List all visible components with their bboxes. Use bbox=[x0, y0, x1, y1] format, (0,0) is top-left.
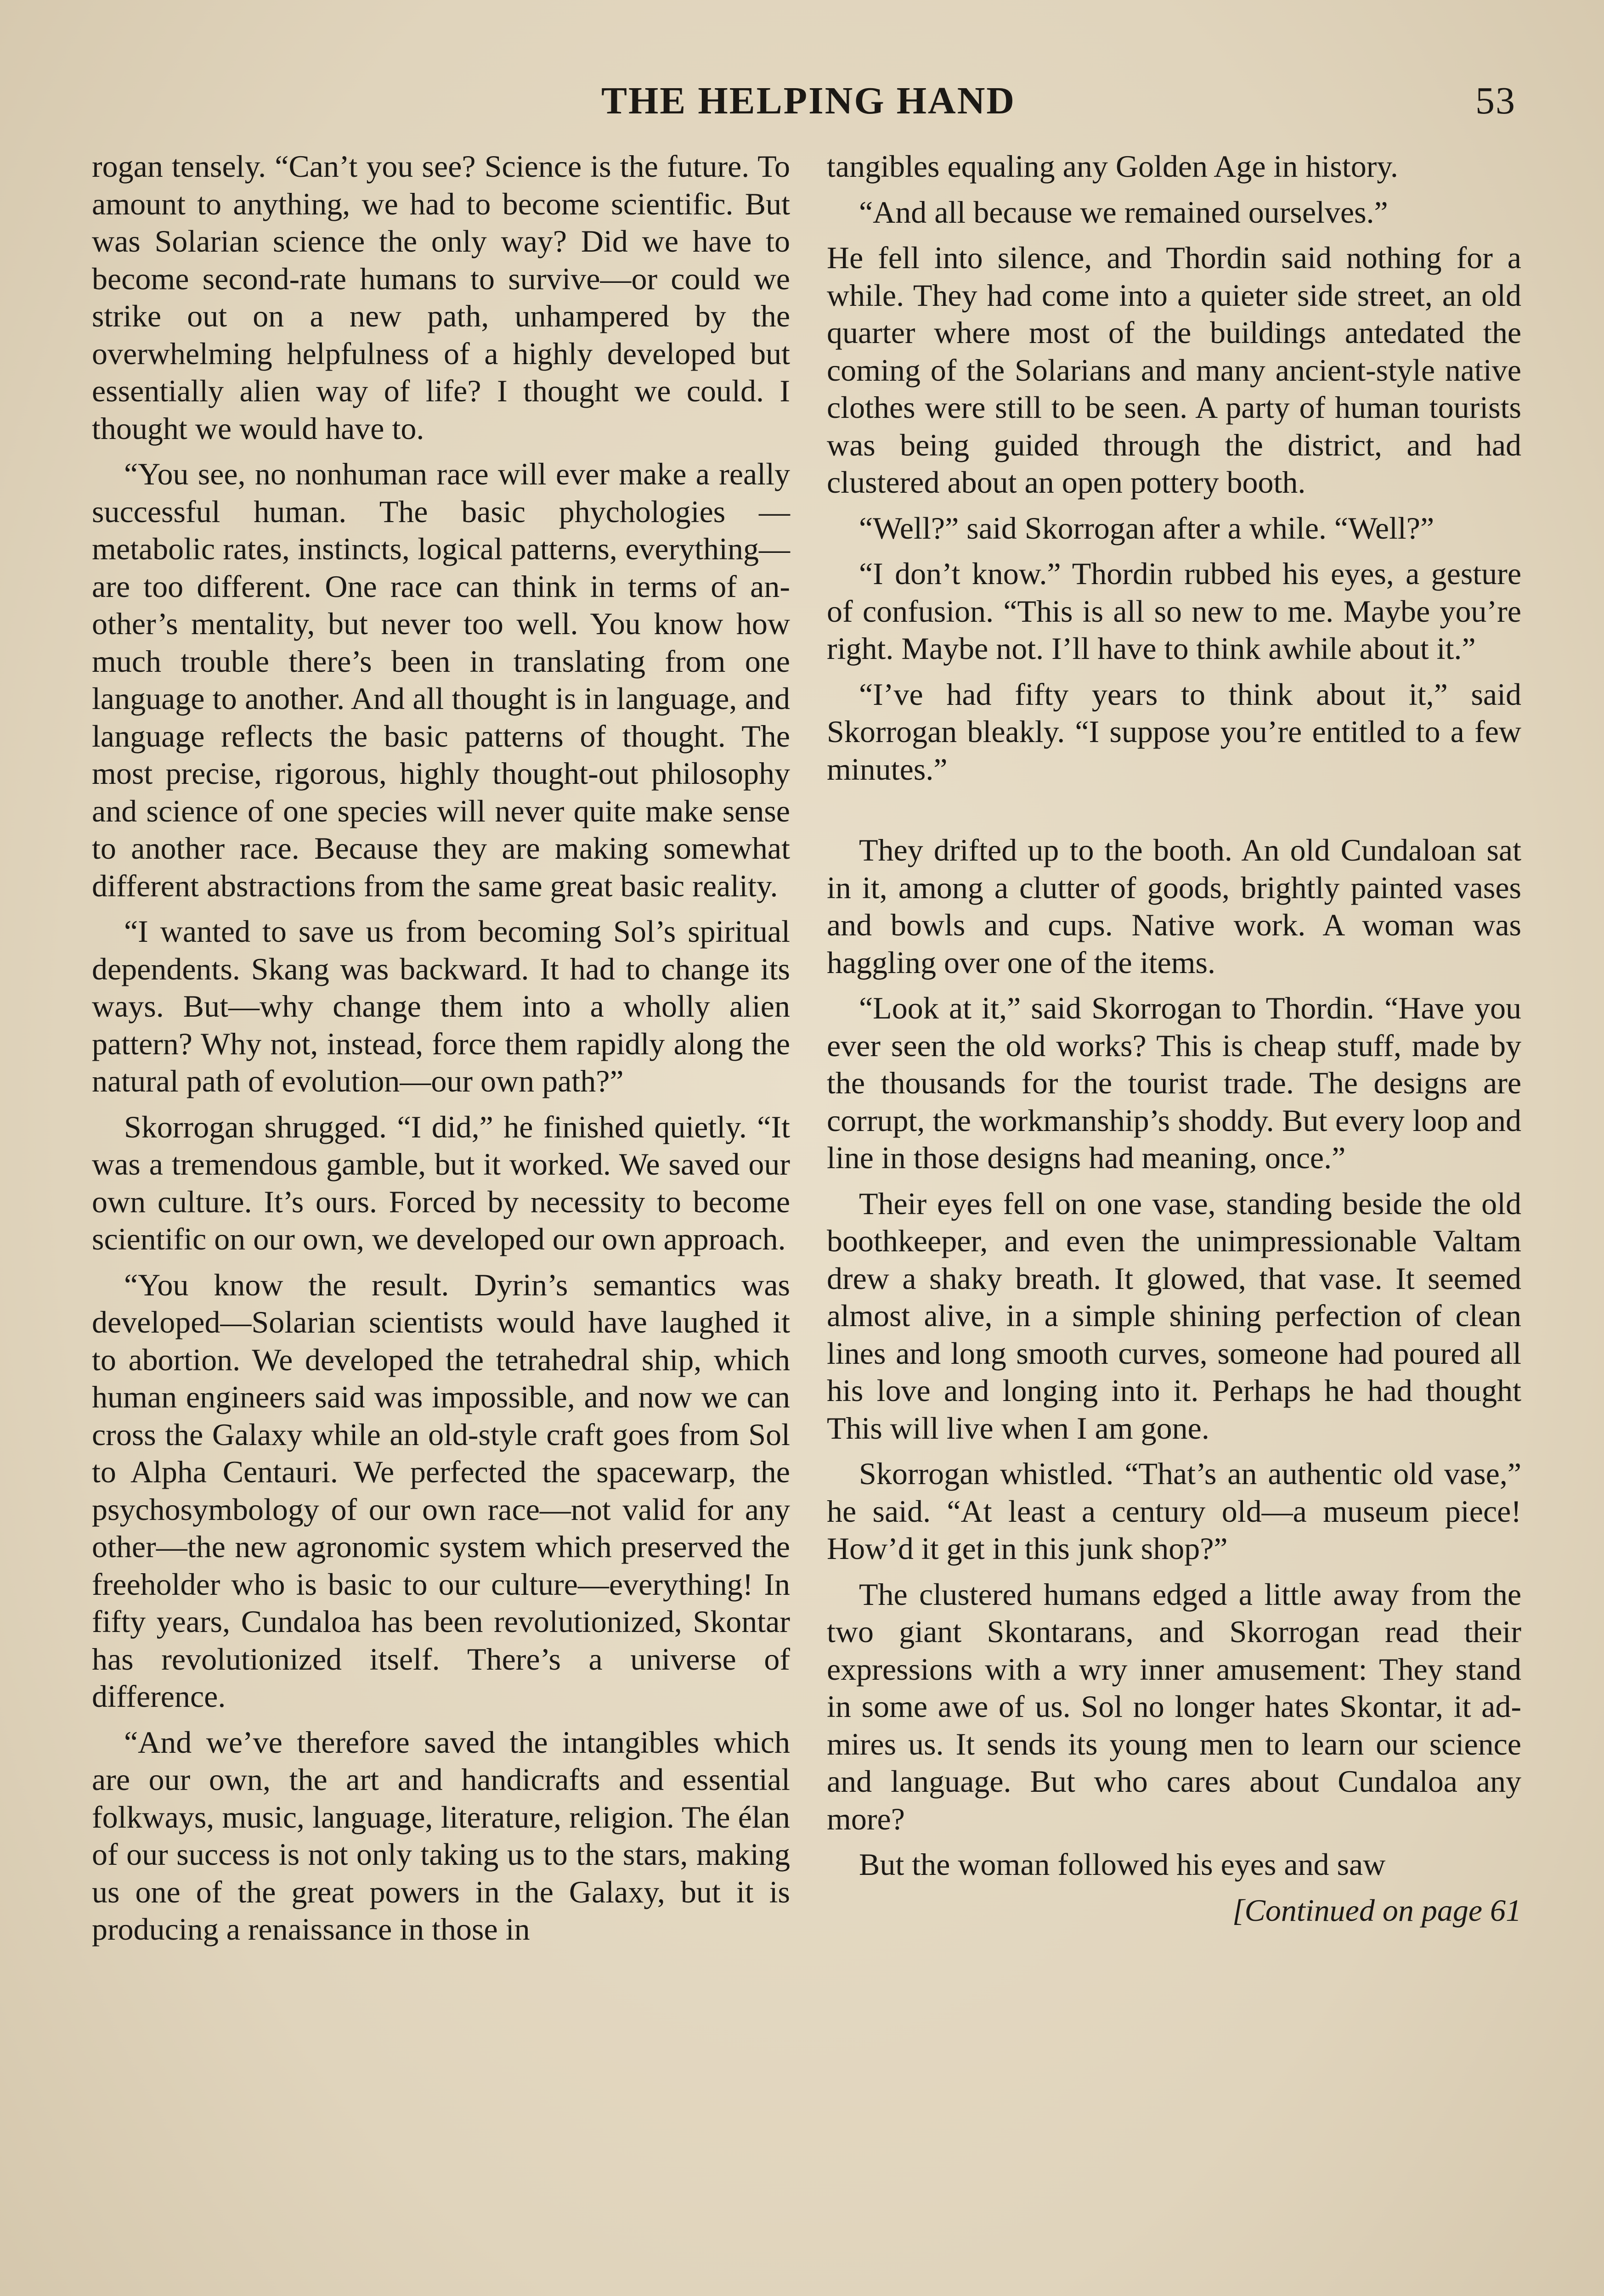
paragraph: “You know the result. Dyrin’s semantics was developed—Solarian scientists would have laughed it to abortion. We developed the tetrahedral ship, which human engineers said was impossible, and now we can cross the Galaxy while an old-style craft goes from Sol to Alpha Centauri. We perfected the spacewarp, the psychosymbology of our own race—not valid for any other—the new agronomic system which preserved the freeholder who is basic to our culture—everything! In fifty years, Cundaloa has been revolutionized, Skontar has revolutionized itself. There’s a universe of difference. bbox=[92, 1267, 790, 1714]
paragraph: Skorrogan shrugged. “I did,” he finished quietly. “It was a tremendous gamble, but it worked. We saved our own culture. It’s ours. Forced by necessity to become scientific on our own, we developed our own approach. bbox=[92, 1109, 790, 1256]
text-column-left bbox=[92, 148, 790, 1957]
paragraph: Skorrogan whistled. “That’s an authentic old vase,” he said. “At least a century old—a museum piece! How’d it get in this junk shop?” bbox=[827, 1456, 1521, 1566]
paragraph: They drifted up to the booth. An old Cundaloan sat in it, among a clutter of goods, brightly painted vases and bowls and cups. Native work. A woman was haggling over one of the items. bbox=[827, 833, 1521, 980]
paragraph: “Well?” said Skorrogan after a while. “Well?” bbox=[859, 510, 1435, 546]
paragraph: Their eyes fell on one vase, standing beside the old boothkeeper, and even the unimpressionable Valtam drew a shaky breath. It glowed, that vase. It seemed almost alive, in a simple shining perfection of clean lines and long smooth curves, someone had poured all his love and longing into it. Perhaps he had thought This will live when I am gone. bbox=[827, 1186, 1521, 1446]
paragraph: But the woman followed his eyes and saw bbox=[859, 1847, 1386, 1882]
page-title: THE HELPING HAND bbox=[601, 79, 1016, 122]
text-column-right bbox=[827, 148, 1521, 1937]
paragraph: “I’ve had fifty years to think about it,” said Skorrogan bleakly. “I suppose you’re entitled to a few minutes.” bbox=[827, 676, 1521, 787]
paragraph: “I wanted to save us from becoming Sol’s spiritual dependents. Skang was backward. It had to change its ways. But—why change them into a wholly alien pattern? Why not, instead, force them rapidly along the natural path of evolution—our own path?” bbox=[92, 914, 790, 1098]
paragraph: “You see, no nonhuman race will ever make a really successful human. The basic phychologies — metabolic rates, instincts, logical patterns, everything—are too different. One race can think in terms of another’s mentality, but never too well. You know how much trouble there’s been in translating from one language to another. And all thought is in language, and language reflects the basic patterns of thought. The most precise, rigorous, highly thought-out philosophy and science of one species will never quite make sense to another race. Because they are making somewhat different abstractions from the same great basic reality. bbox=[92, 456, 790, 903]
paragraph: “Look at it,” said Skorrogan to Thordin. “Have you ever seen the old works? This is cheap stuff, made by the thousands for the tourist trade. The designs are corrupt, the workmanship’s shoddy. But every loop and line in those designs had meaning, once.” bbox=[827, 990, 1521, 1175]
running-head bbox=[87, 73, 1530, 129]
page-number: 53 bbox=[1475, 79, 1516, 122]
paragraph: rogan tensely. “Can’t you see? Science is the future. To amount to anything, we had to become scientific. But was Solarian science the only way? Did we have to become second-rate humans to survive—or could we strike out on a new path, unhampered by the overwhelming helpfulness of a highly developed but essentially alien way of life? I thought we could. I thought we would have to. bbox=[92, 149, 790, 446]
continued-note: [Continued on page 61 bbox=[1232, 1892, 1521, 1928]
paragraph: “And all because we remained ourselves.” bbox=[859, 194, 1388, 230]
text-column-right-body bbox=[827, 148, 1521, 1884]
paragraph: “And we’ve therefore saved the intangibles which are our own, the art and handicrafts and essential folkways, music, language, literature, religion. The élan of our success is not only taking us to the stars, making us one of the great powers in the Galaxy, but it is producing a renaissance in those in bbox=[92, 1724, 790, 1947]
paragraph: The clustered humans edged a little away from the two giant Skontarans, and Skorrogan read their expressions with a wry inner amusement: They stand in some awe of us. Sol no longer hates Skontar, it admires us. It sends its young men to learn our science and language. But who cares about Cundaloa any more? bbox=[827, 1576, 1521, 1836]
paragraph: “I don’t know.” Thordin rubbed his eyes, a gesture of confusion. “This is all so new to me. Maybe you’re right. Maybe not. I’ll have to think awhile about it.” bbox=[827, 556, 1521, 666]
paragraph: He fell into silence, and Thordin said nothing for a while. They had come into a quieter side street, an old quarter where most of the buildings antedated the coming of the Solarians and many ancient-style native clothes were still to be seen. A party of human tourists was being guided through the district, and had clustered about an open pottery booth. bbox=[827, 240, 1521, 500]
paragraph: tangibles equaling any Golden Age in history. bbox=[827, 149, 1398, 184]
